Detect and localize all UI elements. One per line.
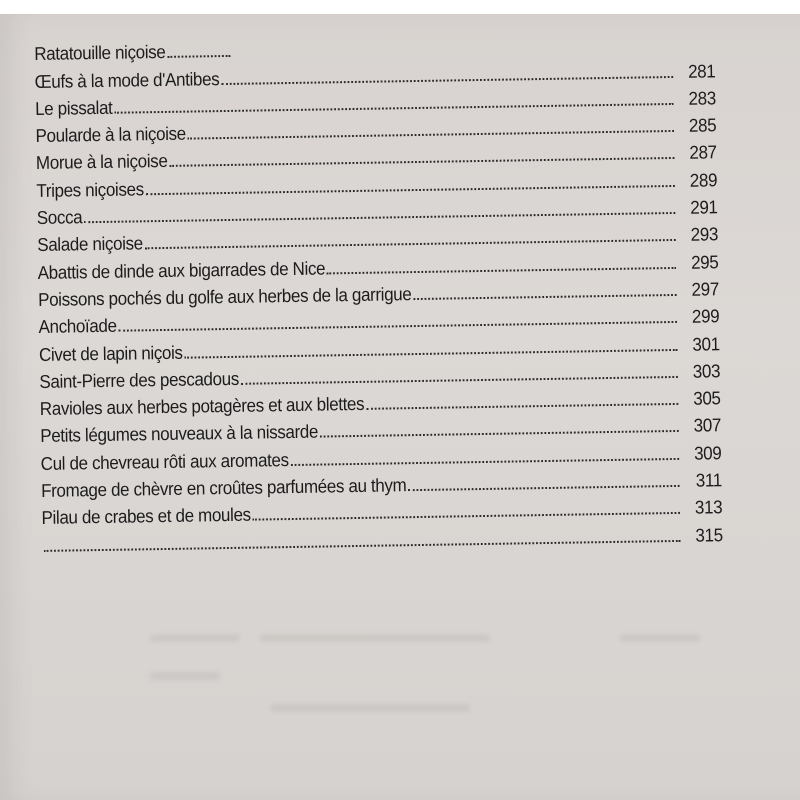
entry-page: 291: [690, 196, 718, 218]
entry-title: Fromage de chèvre en croûtes parfumées au thym: [40, 474, 407, 501]
entry-page: 311: [695, 469, 722, 491]
dot-leader: [327, 267, 676, 274]
entry-title: Cul de chevreau rôti aux aromates: [40, 448, 289, 474]
entry-title: Pilau de crabes et de moules: [41, 503, 251, 529]
entry-page: 283: [688, 87, 716, 109]
dot-leader: [413, 294, 676, 300]
entry-page: 307: [693, 414, 722, 437]
dot-leader: [408, 485, 679, 491]
entry-title: Poissons pochés du golfe aux herbes de la garrigue: [37, 283, 412, 310]
bleed-through-text: [150, 624, 750, 764]
entry-page: 299: [691, 305, 720, 327]
entry-title: Abattis de dinde aux bigarrades de Nice: [37, 257, 326, 283]
entry-title: Saint-Pierre des pescadous: [39, 367, 240, 392]
entry-title: Ravioles aux herbes potagères et aux blettes: [39, 393, 365, 420]
entry-title: Anchoïade: [38, 315, 117, 338]
entry-page: 281: [687, 59, 716, 82]
entry-page: 289: [689, 169, 718, 191]
entry-page: 313: [694, 496, 723, 519]
dot-leader: [320, 430, 679, 438]
entry-title: Poularde à la niçoise: [35, 122, 186, 147]
entry-title: Ratatouille niçoise: [34, 41, 166, 65]
entry-page: 285: [688, 114, 717, 136]
entry-page: 295: [690, 250, 719, 273]
entry-title: Œufs à la mode d'Antibes: [34, 67, 220, 92]
entry-page: 305: [693, 387, 721, 409]
dot-leader: [291, 458, 680, 466]
dot-leader: [366, 403, 678, 410]
entry-page: 287: [689, 141, 717, 164]
entry-page: 303: [692, 360, 721, 382]
entry-page: 309: [693, 442, 722, 464]
entry-title: Morue à la niçoise: [35, 150, 168, 174]
entry-title: Tripes niçoises: [36, 178, 144, 201]
entry-title: Salade niçoise: [37, 232, 143, 256]
entry-title: Le pissalat: [34, 96, 113, 119]
table-of-contents: [34, 26, 782, 556]
entry-page: 297: [691, 278, 719, 300]
entry-page: 315: [695, 523, 723, 546]
entry-title: Civet de lapin niçois: [38, 341, 183, 365]
entry-title: Socca: [36, 206, 83, 229]
top-border: [0, 0, 800, 14]
entry-title: Petits légumes nouveaux à la nissarde: [40, 421, 319, 447]
entry-page: 301: [692, 332, 720, 355]
dot-leader: [167, 55, 230, 58]
entry-page: 293: [690, 223, 719, 246]
